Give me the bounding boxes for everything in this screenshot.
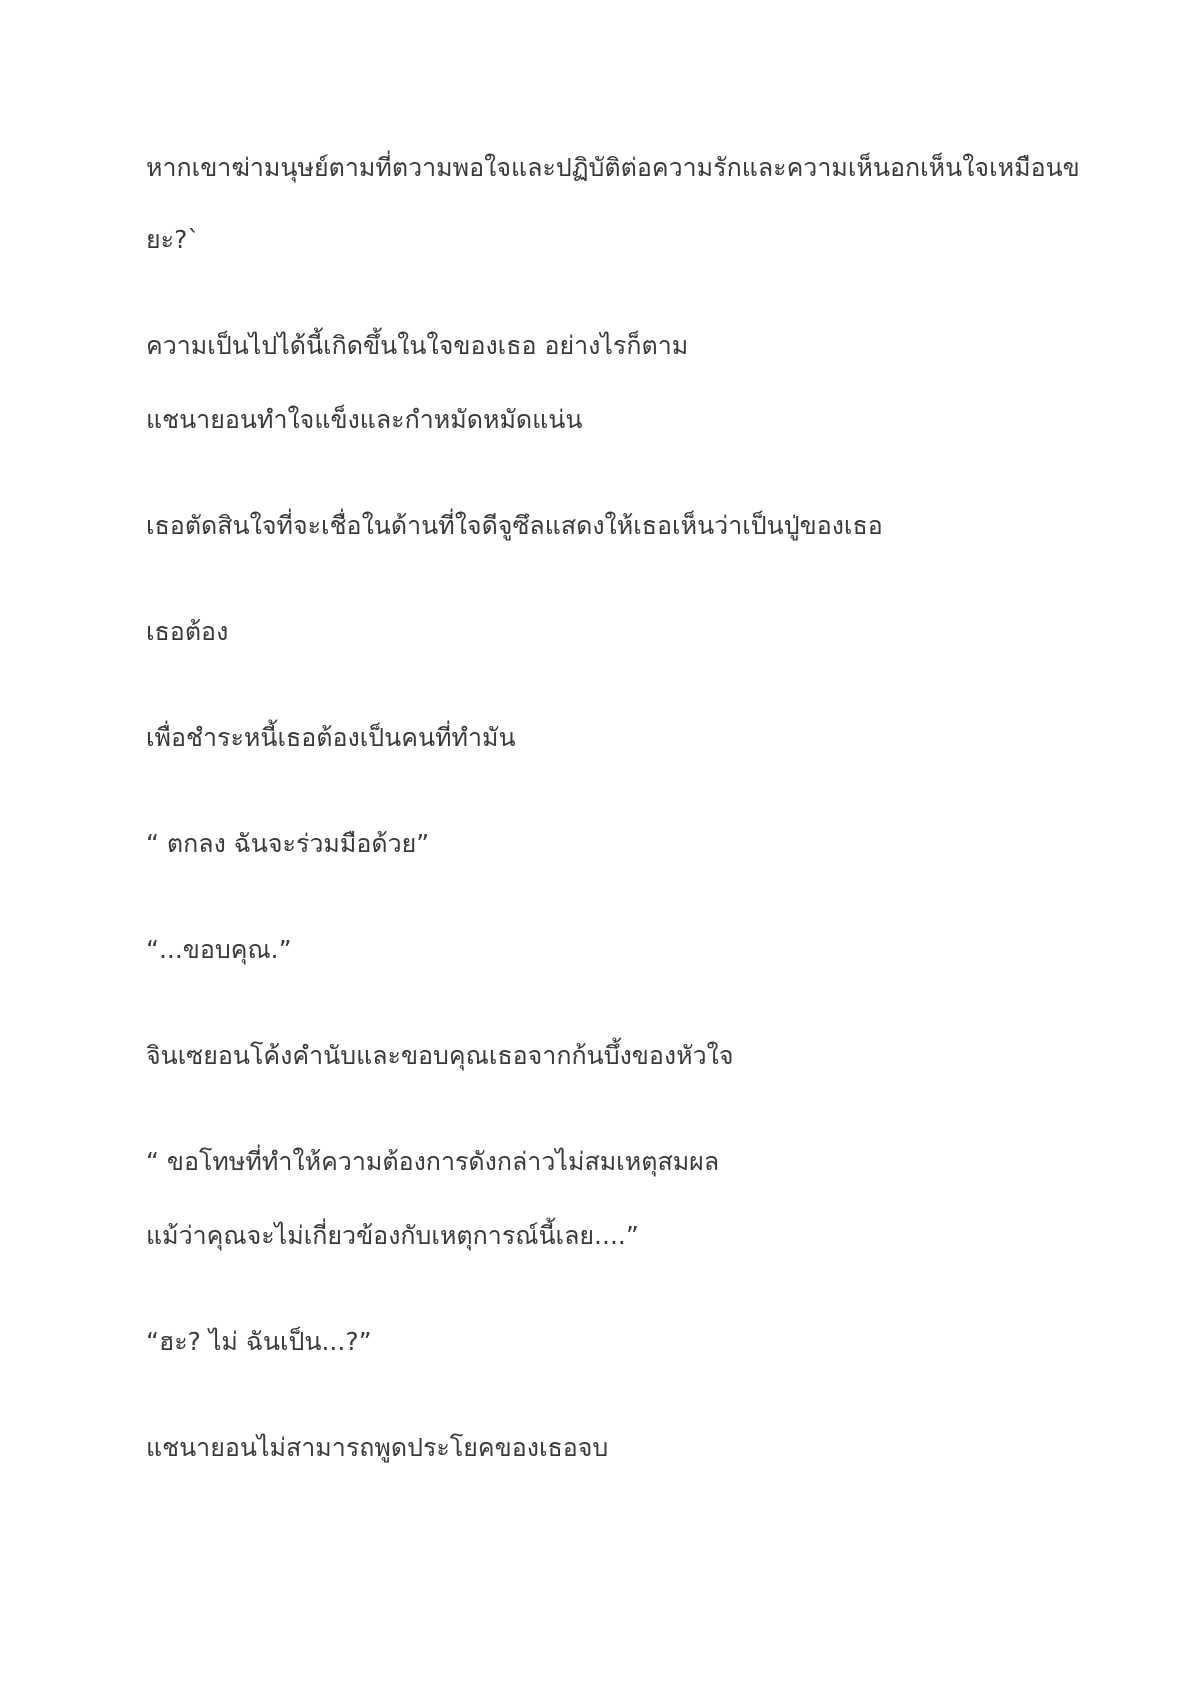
dialogue-line: “ ขอโทษที่ทำให้ความต้องการดังกล่าวไม่สมเหตุสมผล xyxy=(146,1147,720,1176)
paragraph-line: จินเซยอนโค้งคำนับและขอบคุณเธอจากก้นบึ้งของหัวใจ xyxy=(146,1041,734,1070)
paragraph-line: ยะ?` xyxy=(146,225,200,254)
paragraph-line: แชนายอนทำใจแข็งและกำหมัดหมัดแน่น xyxy=(146,405,583,434)
paragraph-line: เธอต้อง xyxy=(146,617,229,646)
paragraph-line: หากเขาฆ่ามนุษย์ตามที่ตวามพอใจและปฏิบัติต่อความรักและความเห็นอกเห็นใจเหมือนข xyxy=(146,153,1080,182)
dialogue-line: “ฮะ? ไม่ ฉันเป็น...?” xyxy=(146,1327,372,1356)
dialogue-line: “...ขอบคุณ.” xyxy=(146,935,292,964)
paragraph-line: เพื่อชำระหนี้เธอต้องเป็นคนที่ทำมัน xyxy=(146,723,516,752)
paragraph-line: แชนายอนไม่สามารถพูดประโยคของเธอจบ xyxy=(146,1433,609,1462)
paragraph-line: เธอตัดสินใจที่จะเชื่อในด้านที่ใจดีจูซึลแสดงให้เธอเห็นว่าเป็นปู่ของเธอ xyxy=(146,511,883,540)
dialogue-line: แม้ว่าคุณจะไม่เกี่ยวข้องกับเหตุการณ์นี้เลย....” xyxy=(146,1221,639,1250)
dialogue-line: “ ตกลง ฉันจะร่วมมือด้วย” xyxy=(146,829,430,858)
paragraph-line: ความเป็นไปได้นี้เกิดขึ้นในใจของเธอ อย่างไรก็ตาม xyxy=(146,331,689,360)
